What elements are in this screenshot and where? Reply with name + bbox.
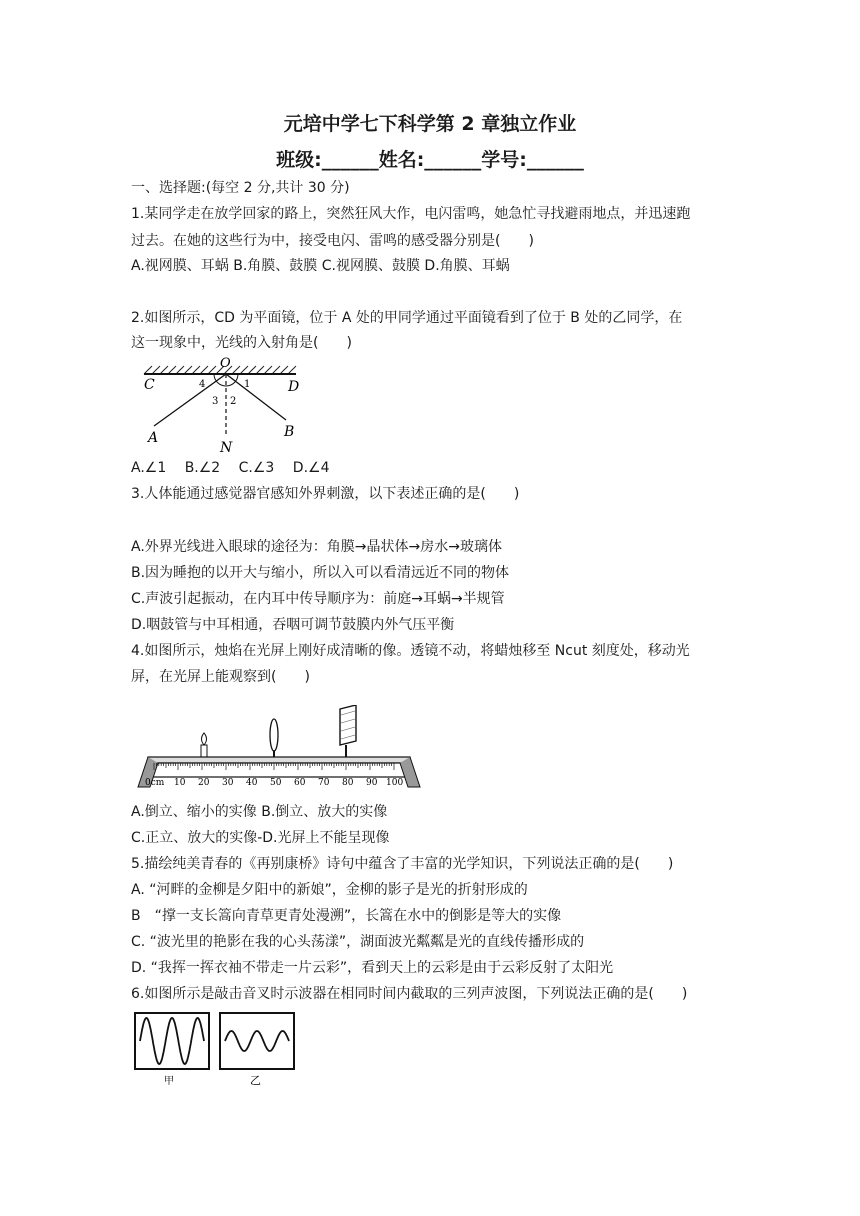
question-1-options: A.视网膜、耳蜗 B.角膜、鼓膜 C.视网膜、鼓膜 D.角膜、耳蜗	[131, 258, 510, 274]
ruler-label-40: 40	[246, 778, 258, 788]
question-2-stem-line-1: 2.如图所示，CD 为平面镜，位于 A 处的甲同学通过平面镜看到了位于 B 处的乙同学，在	[131, 310, 683, 326]
wave-label-jia: 甲	[164, 1076, 174, 1087]
label-C: C	[144, 377, 155, 393]
angle-label-4: 4	[199, 379, 206, 390]
ruler-label-0: 0cm	[145, 778, 165, 788]
angle-label-2: 2	[230, 396, 237, 407]
ruler-label-70: 70	[318, 778, 330, 788]
bench-top	[148, 757, 410, 763]
question-4-options-cd: C.正立、放大的实像-D.光屏上不能呈现像	[131, 830, 390, 846]
wave-box-jia	[135, 1013, 209, 1069]
question-3-option-a: A.外界光线进入眼球的途径为：角膜→晶状体→房水→玻璃体	[131, 539, 502, 555]
question-5-stem: 5.描绘纯美青春的《再别康桥》诗句中蕴含了丰富的光学知识，下列说法正确的是( )	[131, 856, 674, 872]
ruler-label-30: 30	[222, 778, 234, 788]
mirror-reflection-figure	[140, 356, 310, 456]
wave-box-yi	[220, 1013, 294, 1069]
question-2-options: A.∠1 B.∠2 C.∠3 D.∠4	[131, 460, 330, 476]
question-3-option-d: D.咽鼓管与中耳相通，吞咽可调节鼓膜内外气压平衡	[131, 617, 455, 633]
question-5-option-a: A. “河畔的金柳是夕阳中的新娘”，金柳的影子是光的折射形成的	[131, 882, 528, 898]
ruler-label-50: 50	[270, 778, 282, 788]
convex-lens	[270, 719, 278, 751]
question-5-option-c: C. “波光里的艳影在我的心头荡漾”，湖面波光粼粼是光的直线传播形成的	[131, 934, 585, 950]
ruler-tick-labels	[145, 778, 403, 788]
question-5-option-b: B “撑一支长篙向青草更青处漫溯”，长篙在水中的倒影是等大的实像	[131, 908, 562, 924]
question-6-stem: 6.如图所示是敲击音叉时示波器在相同时间内截取的三列声波图，下列说法正确的是( )	[131, 986, 688, 1002]
label-B: B	[284, 424, 295, 440]
candle-body	[201, 745, 207, 757]
candle-flame	[202, 733, 207, 745]
question-4-stem-line-2: 屏，在光屏上能观察到( )	[131, 669, 310, 685]
question-1-stem-line-1: 1.某同学走在放学回家的路上，突然狂风大作，电闪雷鸣，她急忙寻找避雨地点，并迅速跑	[131, 206, 691, 222]
ruler-label-90: 90	[366, 778, 378, 788]
label-O: O	[220, 356, 231, 371]
question-1-stem-line-2: 过去。在她的这些行为中，接受电闪、雷鸣的感受器分别是( )	[131, 233, 534, 249]
question-4-stem-line-1: 4.如图所示，烛焰在光屏上刚好成清晰的像。透镜不动，将蜡烛移至 Ncut 刻度处，移动光	[131, 643, 690, 659]
question-2-stem-line-2: 这一现象中，光线的入射角是( )	[131, 335, 352, 351]
sound-wave-figure	[132, 1010, 302, 1090]
section-heading: 一、选择题:(每空 2 分,共计 30 分)	[131, 180, 350, 196]
ruler-label-20: 20	[198, 778, 210, 788]
optical-bench-figure	[134, 705, 424, 793]
label-N: N	[220, 440, 233, 456]
question-5-option-d: D. “我挥一挥衣袖不带走一片云彩”，看到天上的云彩是由于云彩反射了太阳光	[131, 960, 614, 976]
question-3-option-b: B.因为睡抱的以开大与缩小，所以入可以看清远近不同的物体	[131, 565, 510, 581]
angle-label-1: 1	[244, 379, 251, 390]
wave-label-yi: 乙	[250, 1074, 261, 1087]
page-title: 元培中学七下科学第 2 章独立作业	[283, 113, 577, 135]
label-D: D	[288, 379, 300, 395]
angle-label-3: 3	[212, 396, 219, 407]
label-A: A	[148, 430, 159, 446]
question-4-options-ab: A.倒立、缩小的实像 B.倒立、放大的实像	[131, 804, 388, 820]
student-info-line: 班级:______姓名:______学号:______	[276, 149, 584, 171]
question-3-option-c: C.声波引起振动，在内耳中传导顺序为：前庭→耳蜗→半规管	[131, 591, 505, 607]
ruler-label-10: 10	[174, 778, 186, 788]
light-screen	[340, 705, 356, 745]
ruler-label-60: 60	[294, 778, 306, 788]
ruler-label-100: 100	[386, 778, 404, 788]
ruler-label-80: 80	[342, 778, 354, 788]
question-3-stem: 3.人体能通过感觉器官感知外界刺激，以下表述正确的是( )	[131, 486, 520, 502]
